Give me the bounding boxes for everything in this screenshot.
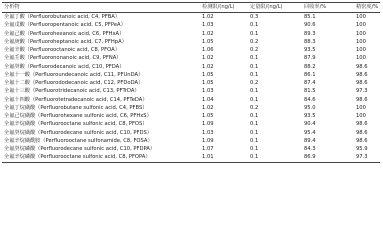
cell-precision: 98.6 xyxy=(356,121,368,128)
cell-recovery: 86.1 xyxy=(304,71,316,78)
cell-analyte: 全氟丁烷磺酸（Perfluorobutane sulfonic acid, C4, PFBS） xyxy=(4,104,148,111)
cell-recovery: 87.9 xyxy=(304,55,316,62)
cell-analyte: 全氟十一酸（Perfluoroundecanoic acid, C11, PFUnDA） xyxy=(4,71,144,78)
cell-recovery: 87.4 xyxy=(304,80,316,86)
table-row xyxy=(2,13,380,21)
cell-analyte: 全氟癸烷磷酸（Perfluorodecane sulfonic acid, C10, PFDPA） xyxy=(4,146,156,152)
cell-precision: 98.6 xyxy=(356,96,368,103)
cell-analyte: 全氟辛烷磺酸（Perfluorooctane sulfonic acid, C8, PFOS） xyxy=(4,121,148,128)
header-loq: 定量限/(ng/L) xyxy=(250,4,283,10)
cell-loq: 0.1 xyxy=(250,63,259,70)
header-lod: 检测限/(ng/L) xyxy=(202,4,235,10)
cell-recovery: 81.5 xyxy=(304,88,316,95)
cell-loq: 0.1 xyxy=(250,146,259,152)
cell-lod: 1.04 xyxy=(202,96,214,103)
cell-loq: 0.2 xyxy=(250,104,259,111)
cell-analyte: 全氟辛酸（Perfluorooctanoic acid, C8, PFOA） xyxy=(4,47,120,53)
cell-recovery: 90.4 xyxy=(304,121,316,128)
cell-lod: 1.02 xyxy=(202,63,214,70)
cell-loq: 0.2 xyxy=(250,47,259,53)
cell-lod: 1.05 xyxy=(202,80,214,86)
cell-lod: 1.02 xyxy=(202,30,214,37)
cell-loq: 0.1 xyxy=(250,88,259,95)
cell-lod: 1.06 xyxy=(202,47,214,53)
table-row xyxy=(2,120,380,128)
cell-precision: 98.6 xyxy=(356,71,368,78)
table-row xyxy=(2,21,380,29)
cell-precision: 97.3 xyxy=(356,154,368,161)
cell-lod: 1.01 xyxy=(202,154,214,161)
table-row xyxy=(2,87,380,95)
cell-analyte: 全氟十二酸（Perfluorododecanoic acid, C12, PFDoDA） xyxy=(4,80,144,86)
cell-lod: 1.02 xyxy=(202,14,214,20)
cell-precision: 100 xyxy=(356,30,366,37)
cell-recovery: 89.4 xyxy=(304,137,316,144)
cell-precision: 98.6 xyxy=(356,129,368,136)
cell-lod: 1.05 xyxy=(202,71,214,78)
cell-analyte: 全氟庚酸（Perfluoroheptanoic acid, C7, PFHpA） xyxy=(4,38,127,45)
table-row xyxy=(2,46,380,54)
cell-lod: 1.03 xyxy=(202,129,214,136)
cell-precision: 95.9 xyxy=(356,146,368,152)
cell-recovery: 90.6 xyxy=(304,22,316,29)
data-table xyxy=(2,2,380,163)
cell-analyte: 全氟戊酸（Perfluoropentanoic acid, C5, PFPeA） xyxy=(4,22,126,29)
cell-recovery: 88.3 xyxy=(304,38,316,45)
cell-precision: 100 xyxy=(356,47,366,53)
cell-lod: 1.02 xyxy=(202,104,214,111)
cell-analyte: 全氟丁酸（Perfluorobutanoic acid, C4, PFBA） xyxy=(4,14,121,20)
bottom-rule xyxy=(2,162,380,163)
cell-loq: 0.1 xyxy=(250,154,259,161)
table-header-row xyxy=(2,3,380,12)
cell-loq: 0.1 xyxy=(250,30,259,37)
cell-analyte: 全氟辛烷磺酰胺（Perfluorooctane sulfonamide, C8, FOSA） xyxy=(4,137,153,144)
cell-loq: 0.1 xyxy=(250,129,259,136)
cell-loq: 0.1 xyxy=(250,71,259,78)
table-row xyxy=(2,112,380,120)
cell-loq: 0.1 xyxy=(250,22,259,29)
cell-recovery: 86.9 xyxy=(304,154,316,161)
cell-recovery: 84.6 xyxy=(304,96,316,103)
cell-analyte: 全氟十三酸（Perfluorotridecanoic acid, C13, PFTrDA） xyxy=(4,88,140,95)
cell-precision: 100 xyxy=(356,22,366,29)
table-row xyxy=(2,38,380,46)
cell-analyte: 全氟辛烷磷酸（Perfluorooctane sulfonic acid, C8, PFOPA） xyxy=(4,154,151,161)
table-row xyxy=(2,79,380,87)
table-row xyxy=(2,71,380,79)
table-row xyxy=(2,129,380,137)
cell-lod: 1.07 xyxy=(202,146,214,152)
cell-recovery: 93.5 xyxy=(304,47,316,53)
table-row xyxy=(2,54,380,62)
table-row xyxy=(2,63,380,71)
cell-lod: 1.02 xyxy=(202,55,214,62)
cell-precision: 100 xyxy=(356,14,366,20)
cell-recovery: 88.2 xyxy=(304,63,316,70)
cell-precision: 98.6 xyxy=(356,137,368,144)
cell-recovery: 95.4 xyxy=(304,129,316,136)
cell-recovery: 85.1 xyxy=(304,14,316,20)
cell-precision: 100 xyxy=(356,104,366,111)
cell-recovery: 84.3 xyxy=(304,146,316,152)
cell-analyte: 全氟己酸（Perfluorohexanoic acid, C6, PFHxA） xyxy=(4,30,125,37)
cell-loq: 0.1 xyxy=(250,137,259,144)
cell-analyte: 全氟己烷磺酸（Perfluorohexane sulfonic acid, C6, PFHxS） xyxy=(4,113,152,119)
cell-analyte: 全氟癸酸（Perfluorodecanoic acid, C10, PFDA） xyxy=(4,63,125,70)
cell-analyte: 全氟十四酸（Perfluorotetradecanoic acid, C14, PFTeDA） xyxy=(4,96,148,103)
cell-analyte: 全氟癸烷磺酸（Perfluorodecane sulfonic acid, C10, PFDS） xyxy=(4,129,152,136)
table-row xyxy=(2,104,380,112)
cell-lod: 1.05 xyxy=(202,38,214,45)
cell-loq: 0.1 xyxy=(250,113,259,119)
cell-precision: 98.6 xyxy=(356,80,368,86)
table-row xyxy=(2,96,380,104)
cell-loq: 0.2 xyxy=(250,80,259,86)
cell-recovery: 95.0 xyxy=(304,104,316,111)
table-row xyxy=(2,153,380,161)
cell-precision: 100 xyxy=(356,38,366,45)
cell-recovery: 89.3 xyxy=(304,30,316,37)
cell-precision: 100 xyxy=(356,55,366,62)
cell-loq: 0.1 xyxy=(250,55,259,62)
cell-recovery: 93.5 xyxy=(304,113,316,119)
table-row xyxy=(2,137,380,145)
header-recovery: 回收率/% xyxy=(304,4,327,10)
cell-lod: 1.09 xyxy=(202,137,214,144)
header-precision: 精密度/% xyxy=(356,4,379,10)
table-row xyxy=(2,30,380,38)
cell-lod: 1.03 xyxy=(202,88,214,95)
cell-lod: 1.05 xyxy=(202,113,214,119)
header-analyte: 分析物 xyxy=(4,4,20,10)
table-body xyxy=(2,13,380,162)
cell-precision: 98.6 xyxy=(356,63,368,70)
cell-lod: 1.09 xyxy=(202,121,214,128)
cell-loq: 0.3 xyxy=(250,14,259,20)
cell-precision: 97.3 xyxy=(356,88,368,95)
cell-loq: 0.2 xyxy=(250,38,259,45)
table-row xyxy=(2,145,380,153)
cell-loq: 0.1 xyxy=(250,121,259,128)
cell-analyte: 全氟壬酸（Perfluorononanoic acid, C9, PFNA） xyxy=(4,55,122,62)
cell-precision: 100 xyxy=(356,113,366,119)
cell-loq: 0.1 xyxy=(250,96,259,103)
cell-lod: 1.03 xyxy=(202,22,214,29)
